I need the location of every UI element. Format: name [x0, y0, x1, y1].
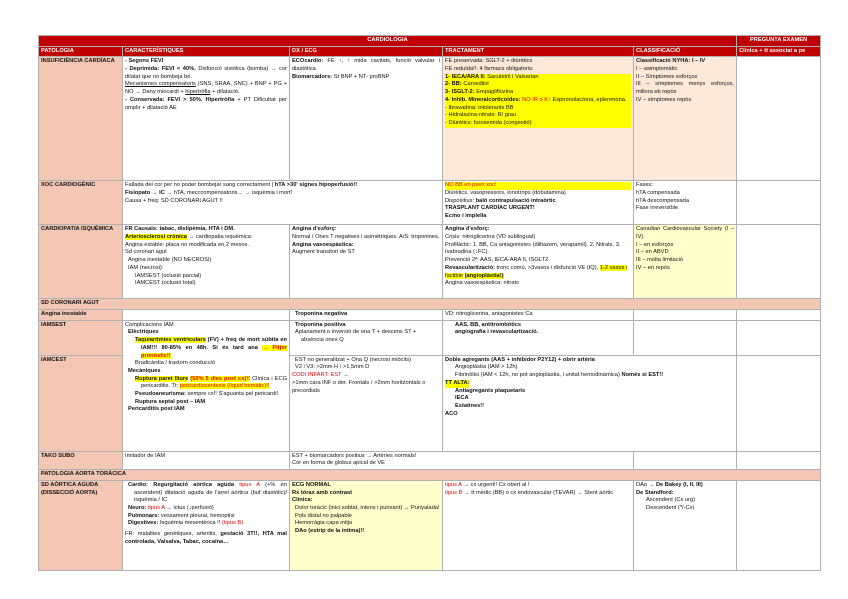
exam-cell [737, 355, 821, 451]
arrow-icon: → [270, 66, 277, 73]
pathology-name: INSUFICIÈNCIA CARDÍACA [39, 57, 123, 181]
treatment-cell: tipus A → cx urgent!! Cx obert al ! tipus B → tt mèdic (BB) o cx endovascular (TEVAR) → Stent aòrtic [443, 480, 634, 570]
exam-cell [737, 310, 821, 321]
exam-header: PREGUNTA EXAMEN [737, 36, 821, 47]
pathology-name: TAKO SUBO [39, 451, 123, 469]
dx-cell: Troponina positiva Aplanament o inversió de ona T + descens ST + absència ones Q [290, 320, 443, 355]
section-row-aorta [39, 470, 821, 481]
treatment-cell: Angina d'esforç: Crisis: nitroglicerina (VD sublingual) Profilàctic: 1. BB, Ca antagonistes (diltiazem, verapamil). 2. Nitrats. 3. Ivabradina (↓FC). Prevenció 2ª: AAS, IECA-ARA II, ISGLT2 Revascularització: tronc comú, >3vasos i disfunció VE (IQ), 1-2 vasos i factible (angioplàstia!) Angina vasoespàstica: nitrats [443, 225, 634, 299]
exam-cell [737, 181, 821, 225]
treatment-cell: VD: nitroglicerina, antagonistes Ca [443, 310, 634, 321]
exam-cell [737, 57, 821, 181]
treatment-cell: FE preservada: SGLT-2 + diürètics FE reduïda!!: 4 fàrmacs obligatoris: 1- IECA/ARA II: Sacubitril i Valsartan 2- BB: Carvedilol 3- ISGLT-2: Empagliflozina 4- Inhib. Mineralcorticoides: NO IR o K↑ Espironolactona, eplerenona. - Ibravadina: intolerants BB - Hidralazina-nitrats: R/ grau - Diürètics: furosemida (congestió) [443, 57, 634, 181]
pathology-name: CARDIOPATIA ISQUÈMICA [39, 225, 123, 299]
classification-cell: Canadian Cardiovascular Society (I – IV) I – en esforços II – en ABVD III – molta limitació IV – en repòs [634, 225, 737, 299]
row-sd-aortica [39, 480, 821, 570]
characteristics-cell [123, 310, 290, 321]
dx-cell: EST no generalitzat + Ona Q (necrosi miòcits) V2 i V3: >2mm H / >1,5mm D CODI INFART: EST → >1mm cara INF o der. Frontals / >2mm horitzontals o precordials [290, 355, 443, 451]
section-label: SD CORONARI AGUT [39, 299, 821, 310]
pathology-name: SD AÒRTICA AGUDA (DISSECCIÓ AORTA) [39, 480, 123, 570]
row-tako [39, 451, 821, 469]
classification-cell [634, 320, 737, 355]
col-header-dx: DX / ECG [290, 46, 443, 57]
pathology-name: IAMCEST [39, 355, 123, 451]
characteristics-cell: - Segons FEVI - Deprimida: FEVI < 40%. Disfunció sistòlica (bomba) → cor dilatat que no bombeja bé. Mecanismes compensatoris (SNS, SRAA, SNC) + BNP + PG + NO → Dany miocardi + hipertròfia + dilatació. - Conservada: FEVI > 50%. Hipertròfia + PT Dificultat per omplir + dilatació AE [123, 57, 290, 181]
characteristics-cell: Fallada del cor per no poder bombejar sang correctament | hTA >30' signes hipoperfusió!! Fisiopato → IC → hTA, mecccompensatoris… → isquèmia i mort! Causa + freq: SD CORONARI AGUT !! [123, 181, 443, 225]
cardiology-table [38, 35, 821, 571]
pathology-name: IAMSEST [39, 320, 123, 355]
characteristics-cell: Cardio: Regurgitació aòrtica aguda tipus A (+% en ascendent) dilatació aguda de l'arrel aòrtica (buf diastòlic)/ isquèmia / IC Neuro: tipus A → ictus (↓perfusió) Pulmonars: vessament pleural, hemoptisi Digestives: Isquèmia mesentèrica !! (tipus B) FR: malalties genètiques, arteritis, gestació 3T!!, HTA mal controlada, Valsalva, Tabac, cocaïna… [123, 480, 290, 570]
classification-cell [634, 451, 737, 469]
classification-cell: Fases: hTA compensada hTA descompensada Fase irreversible [634, 181, 737, 225]
pathology-name: XOC CARDIOGÈNIC [39, 181, 123, 225]
row-iamsest [39, 320, 821, 355]
section-label: PATOLOGIA AORTA TORÀCICA [39, 470, 821, 481]
classification-cell [634, 310, 737, 321]
row-angina-inestable [39, 310, 821, 321]
row-xoc [39, 181, 821, 225]
classification-cell: Classificació NYHA: I – IV I – asimptomàtic II – Símptomes esforços III – símptomes menys esforços, millora eb repòs IV – símptomes repòs [634, 57, 737, 181]
section-title: CARDIOLOGIA [39, 36, 737, 47]
treatment-cell: AAS, BB, antitrombòtics angiografia i revascularització. [443, 320, 634, 355]
dx-cell: ECOcardio: FE ↑, ↑ mida cavitats, funció valvular i diastòlica. Biomarcadors: St BNP + NT- proBNP [290, 57, 443, 181]
col-header-tractament: TRACTAMENT [443, 46, 634, 57]
exam-cell [737, 320, 821, 355]
characteristics-cell: Complicacions IAM Elèctriques Taquiarítmies ventriculars (FV) + freq de mort súbita en IAM!!! 80-85% en 48h. Si és tard ana → Pitjor pronòstic!! Bradicàrdia / trastorn conducció Mecàniques Ruptura paret lliure (50% 5 dies post cx)!! Clínica i ECG pericarditis. Tt: pericardiocentesis (líquid hemàtic)!! Pseudoaneurisma: sempre cx!! S'aguanta pel pericardi! Ruptura septal post – IAM Pericarditis post IAM [123, 320, 290, 451]
title-row [39, 36, 821, 47]
classification-cell: DAo → De Bakey (I, II, III) De Standford: Ascendent (Cx urg) Descendent (*/-Cx) [634, 480, 737, 570]
dx-cell: Troponina negativa [290, 310, 443, 321]
cardiology-table-page [38, 35, 820, 563]
column-header-row [39, 46, 821, 57]
section-row-sca [39, 299, 821, 310]
characteristics-cell: Imitador de IAM [123, 451, 290, 469]
col-header-classificacio: CLASSIFICACIÓ [634, 46, 737, 57]
exam-cell [737, 480, 821, 570]
arrow-icon: → [135, 89, 141, 96]
col-header-caracteristiques: CARACTERÍSTIQUES [123, 46, 290, 57]
exam-cell [737, 451, 821, 469]
exam-cell [737, 225, 821, 299]
col-header-patologia: PATOLOGIA [39, 46, 123, 57]
row-isquemica [39, 225, 821, 299]
col-header-clinica: Clínica + tt associat a pe [737, 46, 821, 57]
treatment-cell: Doble agregants (AAS + inhibidor P2Y12) + obrir artèria Angioplàstia (IAM > 12h) Fibrinòlisi (IAM < 12h, no pot angioplàstia, i unitat hemodinàmica) Només si EST!! TT ALTA: Antiagregants plaquetaris IECA Estatines!! ACO [443, 355, 737, 451]
dx-cell: EST + biomarcadors positius → Artèries normals! Cor en forma de globus apical de VE [290, 451, 634, 469]
dx-cell: Angina d'esforç: Normal / Ones T negatives i asimètriques. A/S: troponines. Angina vasoespàstica: Augment transitori de ST [290, 225, 443, 299]
treatment-cell: NO BB en pxen xoc! Diürètics, vasopressors, ionotrops (dobutamina) Dispositius: baló contrapulsació intraòrtic TRASPLANT CARDÍAC URGENT! Ecmo i implella [443, 181, 634, 225]
row-insuficiencia [39, 57, 821, 181]
dx-cell: ECG NORMAL Rx tòrax amb contrast Clínica: Dolor toràcic (inici sobtat, intens i punxant) → Punyalada! Pols distal no palpable Hemorràgia capa mitja DAo (estrip de la íntima)!! [290, 480, 443, 570]
characteristics-cell: FR Causals: tabac, dislipèmia, HTA i DM. Arteriosclerosi crònica → cardiopatia isquèmica: Angina estable: placa no modificada en 2 mesos. Sd coronari agut Angina inestable (NO NECROSI) IAM (necrosi): IAMSEST (oclusió parcial) IAMCEST (oclusió total) [123, 225, 290, 299]
pathology-name: Angina inestable [39, 310, 123, 321]
